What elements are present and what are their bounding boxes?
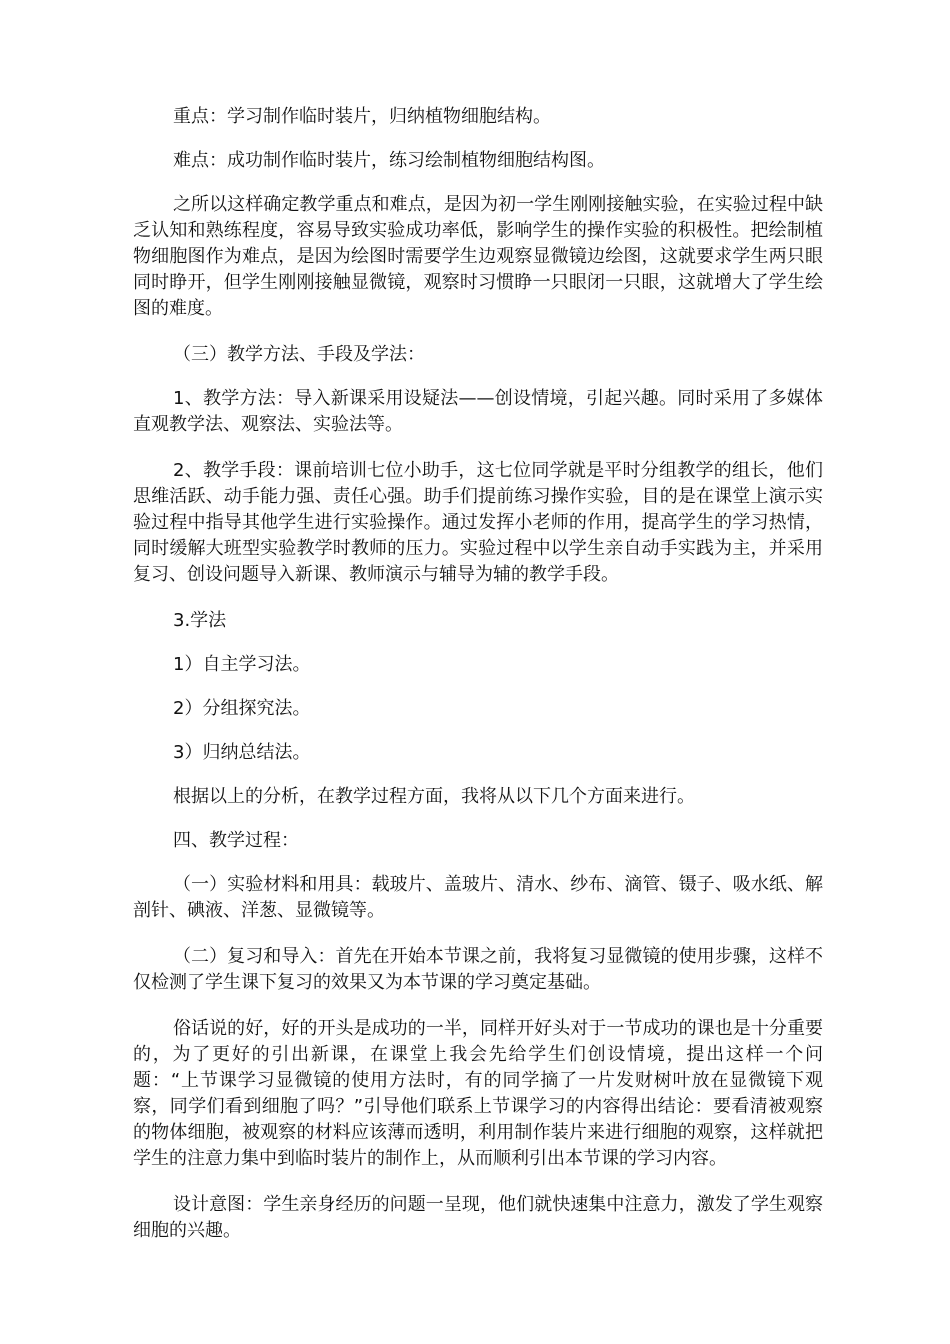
heading-learning-methods: 3.学法 [173, 610, 227, 631]
document-body [133, 104, 823, 1264]
list-item-self-study: 1）自主学习法。 [173, 654, 311, 675]
section-heading-methods: （三）教学方法、手段及学法： [173, 344, 425, 365]
paragraph-teaching-means: 2、教学手段：课前培训七位小助手，这七位同学就是平时分组教学的组长，他们思维活跃、动手能力强、责任心强。助手们提前练习操作实验，目的是在课堂上演示实验过程中指导其他学生进行实验操作。通过发挥小老师的作用，提高学生的学习热情，同时缓解大班型实验教学时教师的压力。实验过程中以学生亲自动手实践为主，并采用复习、创设问题导入新课、教师演示与辅导为辅的教学手段。 [133, 460, 823, 585]
paragraph-rationale: 之所以这样确定教学重点和难点，是因为初一学生刚刚接触实验，在实验过程中缺乏认知和熟练程度，容易导致实验成功率低，影响学生的操作实验的积极性。把绘制植物细胞图作为难点，是因为绘图时需要学生边观察显微镜边绘图，这就要求学生两只眼同时睁开，但学生刚刚接触显微镜，观察时习惯睁一只眼闭一只眼，这就增大了学生绘图的难度。 [133, 194, 823, 319]
paragraph-teaching-method: 1、教学方法：导入新课采用设疑法——创设情境，引起兴趣。同时采用了多媒体直观教学法、观察法、实验法等。 [133, 388, 823, 435]
paragraph-difficulties: 难点：成功制作临时装片，练习绘制植物细胞结构图。 [173, 150, 605, 171]
paragraph-key-points: 重点：学习制作临时装片，归纳植物细胞结构。 [173, 106, 551, 127]
paragraph-scenario: 俗话说的好，好的开头是成功的一半，同样开好头对于一节成功的课也是十分重要的，为了更好的引出新课，在课堂上我会先给学生们创设情境，提出这样一个问题：“上节课学习显微镜的使用方法时，有的同学摘了一片发财树叶放在显微镜下观察，同学们看到细胞了吗？”引导他们联系上节课学习的内容得出结论：要看清被观察的物体细胞，被观察的材料应该薄而透明，利用制作装片来进行细胞的观察，这样就把学生的注意力集中到临时装片的制作上，从而顺利引出本节课的学习内容。 [133, 1018, 823, 1169]
list-item-summarize: 3）归纳总结法。 [173, 742, 311, 763]
paragraph-review-intro: （二）复习和导入：首先在开始本节课之前，我将复习显微镜的使用步骤，这样不仅检测了学生课下复习的效果又为本节课的学习奠定基础。 [133, 946, 823, 993]
paragraph-design-intent: 设计意图：学生亲身经历的问题一呈现，他们就快速集中注意力，激发了学生观察细胞的兴趣。 [133, 1194, 823, 1241]
paragraph-transition: 根据以上的分析，在教学过程方面，我将从以下几个方面来进行。 [173, 786, 695, 807]
list-item-group-inquiry: 2）分组探究法。 [173, 698, 311, 719]
paragraph-materials: （一）实验材料和用具：载玻片、盖玻片、清水、纱布、滴管、镊子、吸水纸、解剖针、碘液、洋葱、显微镜等。 [133, 874, 823, 921]
section-heading-process: 四、教学过程： [173, 830, 299, 851]
